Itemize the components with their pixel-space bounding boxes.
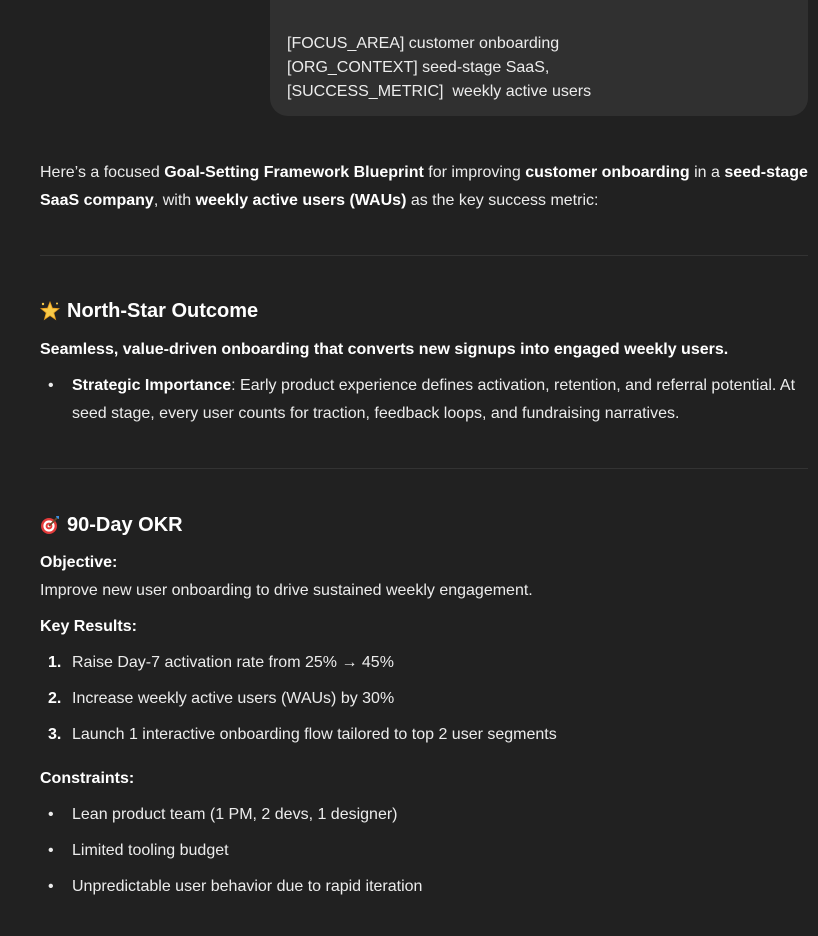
- intro-text: Here’s a focused: [40, 164, 165, 181]
- intro-bold: weekly active users (WAUs): [195, 192, 407, 209]
- bullet-marker: •: [48, 878, 54, 895]
- okr-heading: [40, 511, 183, 539]
- intro-text: , with: [153, 192, 196, 209]
- north-star-statement-text: Seamless, value-driven onboarding that converts new signups into engaged weekly users.: [40, 341, 729, 358]
- importance-text: : Early product experience defines activation, retention, and referral potential. At seed stage, every user counts for traction, feedback loops, and fundraising narratives.: [72, 377, 796, 422]
- constraint-text: Lean product team (1 PM, 2 devs, 1 designer): [72, 806, 398, 823]
- user-message-line: [ORG_CONTEXT] seed-stage SaaS,: [287, 59, 550, 76]
- bullet-marker: •: [48, 377, 54, 394]
- user-message-bubble: [270, 0, 808, 116]
- key-result-text: Launch 1 interactive onboarding flow tailored to top 2 user segments: [72, 726, 557, 743]
- importance-label: Strategic Importance: [72, 377, 232, 394]
- north-star-heading-text: North-Star Outcome: [67, 300, 259, 322]
- objective-label: [40, 549, 808, 577]
- user-message-line: [SUCCESS_METRIC] weekly active users: [287, 83, 592, 100]
- constraint-text: Limited tooling budget: [72, 842, 229, 859]
- list-number: 3.: [48, 726, 62, 743]
- north-star-statement: [40, 336, 808, 364]
- intro-bold: Goal-Setting Framework Blueprint: [164, 164, 424, 181]
- intro-bold: seed-stage SaaS company: [40, 164, 808, 209]
- objective-text: Improve new user onboarding to drive sustained weekly engagement.: [40, 582, 533, 599]
- glowing-star-icon: [40, 301, 60, 321]
- list-number: 1.: [48, 654, 62, 671]
- okr-heading-text: 90-Day OKR: [67, 514, 183, 536]
- key-result-text: Increase weekly active users (WAUs) by 30%: [72, 690, 395, 707]
- assistant-intro-paragraph: [40, 159, 808, 215]
- objective-label-text: Objective:: [40, 554, 118, 571]
- bullet-marker: •: [48, 806, 54, 823]
- north-star-heading: [40, 297, 258, 325]
- list-number: 2.: [48, 690, 62, 707]
- section-divider: [40, 255, 808, 256]
- constraint-text: Unpredictable user behavior due to rapid iteration: [72, 878, 423, 895]
- key-results-label-text: Key Results:: [40, 618, 137, 635]
- target-icon: [40, 515, 60, 535]
- constraints-label: [40, 765, 808, 793]
- user-message-line: [FOCUS_AREA] customer onboarding: [287, 35, 560, 52]
- intro-text: as the key success metric:: [406, 192, 599, 209]
- bullet-marker: •: [48, 842, 54, 859]
- intro-bold: customer onboarding: [525, 164, 690, 181]
- constraints-label-text: Constraints:: [40, 770, 135, 787]
- section-divider: [40, 468, 808, 469]
- intro-text: for improving: [423, 164, 526, 181]
- key-results-label: [40, 613, 808, 641]
- intro-text: in a: [689, 164, 725, 181]
- key-result-text: Raise Day-7 activation rate from 25% → 45%: [72, 654, 394, 671]
